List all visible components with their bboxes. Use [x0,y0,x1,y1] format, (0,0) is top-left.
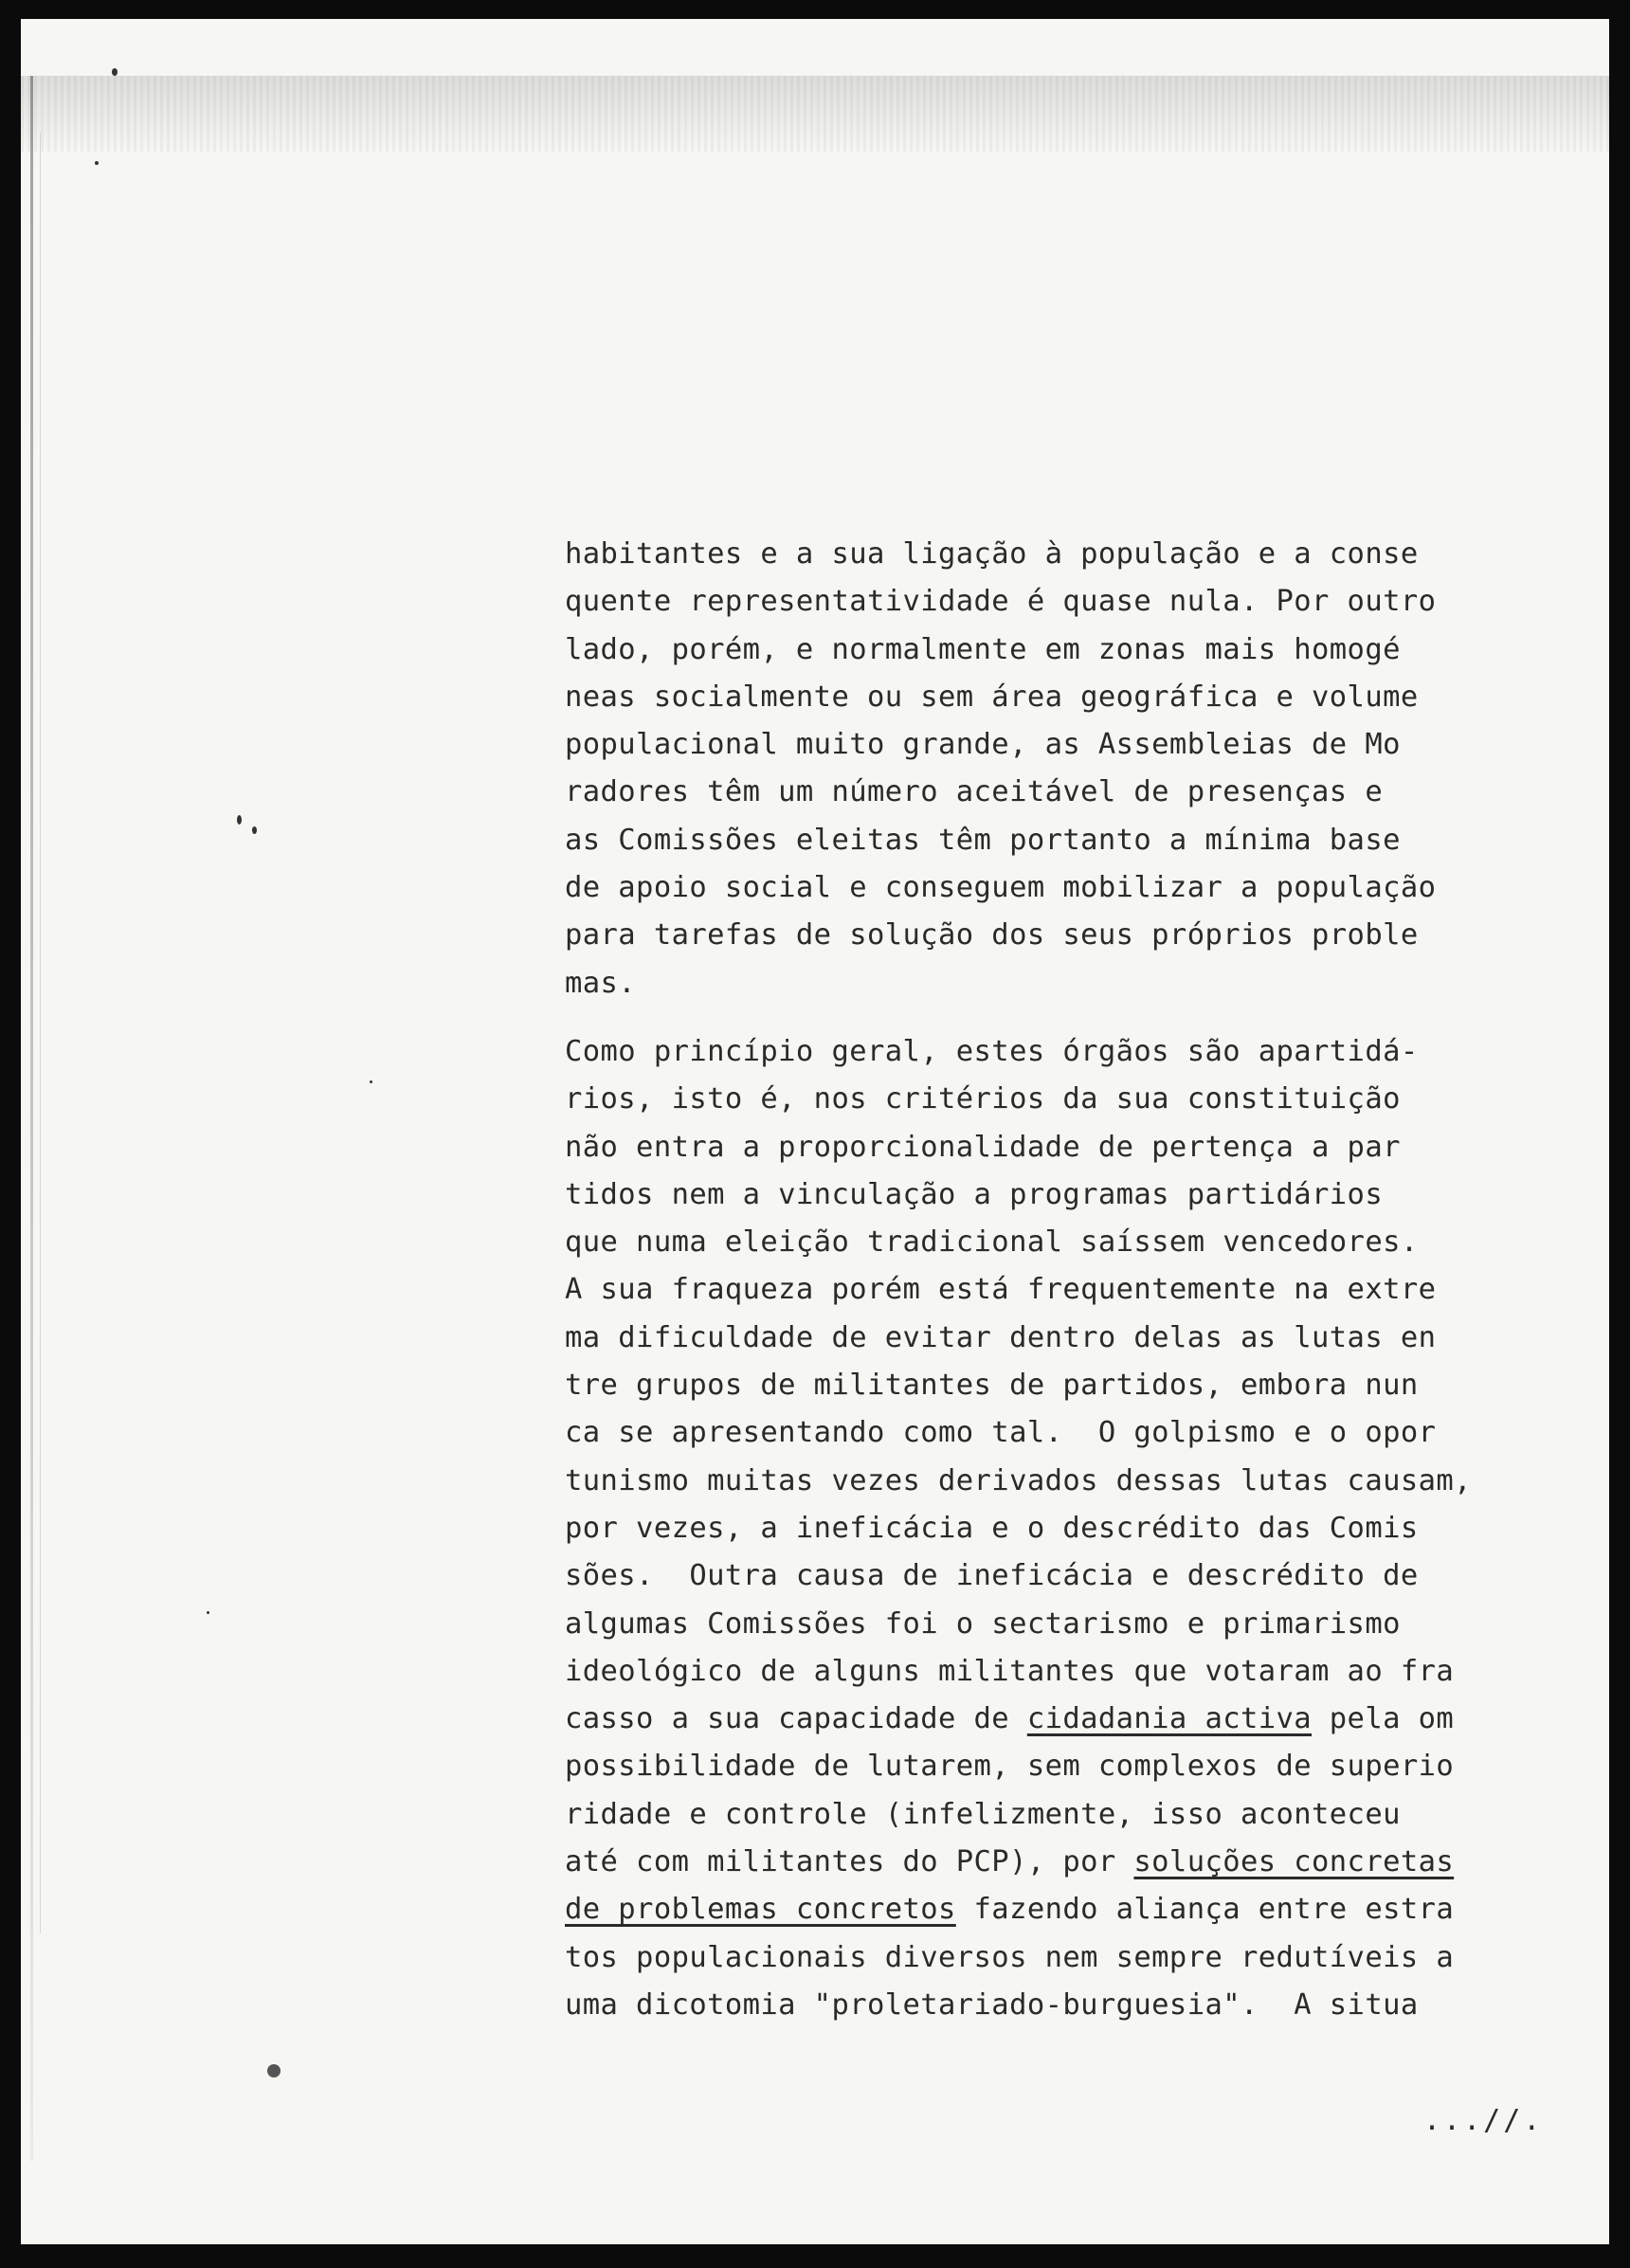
text-line: tre grupos de militantes de partidos, embora nun [565,1369,1419,1403]
text-line: ma dificuldade de evitar dentro delas as lutas en [565,1320,1437,1354]
text-line: sões. Outra causa de ineficácia e descrédito de [565,1559,1419,1593]
text-line: populacional muito grande, as Assembleias de Mo [565,728,1401,762]
underlined-phrase: soluções concretas [1133,1845,1455,1879]
text-segment: pela om [1312,1702,1455,1736]
scan-speck [252,826,257,834]
page-edge-line [40,133,41,1933]
text-line: A sua fraqueza porém está frequentemente na extre [565,1273,1437,1307]
text-line: as Comissões eleitas têm portanto a mínima base [565,823,1401,857]
text-line: radores têm um número aceitável de presenças e [565,775,1384,809]
text-line: não entra a proporcionalidade de pertença a par [565,1130,1401,1164]
text-line: de apoio social e conseguem mobilizar a população [565,871,1437,905]
text-line: tidos nem a vinculação a programas partidários [565,1177,1384,1211]
text-line: tos populacionais diversos nem sempre redutíveis a [565,1940,1455,1974]
continuation-mark: ...//. [1423,2104,1544,2137]
text-line [565,1886,1531,1933]
text-line: lado, porém, e normalmente em zonas mais homogé [565,632,1401,666]
text-line: algumas Comissões foi o sectarismo e primarismo [565,1606,1401,1641]
text-line [565,1696,1531,1743]
text-segment: casso a sua capacidade de [565,1702,1027,1736]
text-line: habitantes e a sua ligação à população e a conse [565,537,1419,571]
text-line: Como princípio geral, estes órgãos são apartidá- [565,1034,1419,1068]
scan-speck [112,68,118,76]
text-line: por vezes, a ineficácia e o descrédito das Comis [565,1511,1419,1545]
underlined-phrase: de problemas concretos [565,1893,956,1927]
text-line: uma dicotomia "proletariado-burguesia". A situa [565,1987,1419,2022]
text-line: ridade e controle (infelizmente, isso aconteceu [565,1797,1401,1831]
text-line: neas socialmente ou sem área geográfica e volume [565,680,1419,714]
scan-smudge [21,76,1609,152]
typed-body-text [565,531,1531,2029]
text-line: mas. [565,966,637,1000]
text-segment: até com militantes do PCP), por [565,1845,1134,1879]
text-line [565,1839,1531,1886]
text-line: ideológico de alguns militantes que votaram ao fra [565,1654,1455,1688]
scan-speck [207,1611,209,1614]
scan-speck [370,1080,372,1083]
underlined-phrase: cidadania activa [1026,1702,1313,1736]
text-line: para tarefas de solução dos seus próprios proble [565,918,1419,953]
text-line: que numa eleição tradicional saíssem vencedores. [565,1225,1419,1260]
scan-speck [95,161,99,165]
text-segment: fazendo aliança entre estra [955,1893,1455,1927]
document-page [21,19,1609,2244]
text-line: tunismo muitas vezes derivados dessas lutas causam, [565,1463,1472,1497]
scan-speck [267,2064,281,2077]
page-edge-shadow [30,76,33,2161]
text-line: rios, isto é, nos critérios da sua constituição [565,1082,1401,1116]
text-line: quente representatividade é quase nula. Por outro [565,585,1437,619]
scan-speck [237,815,242,825]
text-line: possibilidade de lutarem, sem complexos de superio [565,1750,1455,1784]
text-line: ca se apresentando como tal. O golpismo e o opor [565,1416,1437,1450]
